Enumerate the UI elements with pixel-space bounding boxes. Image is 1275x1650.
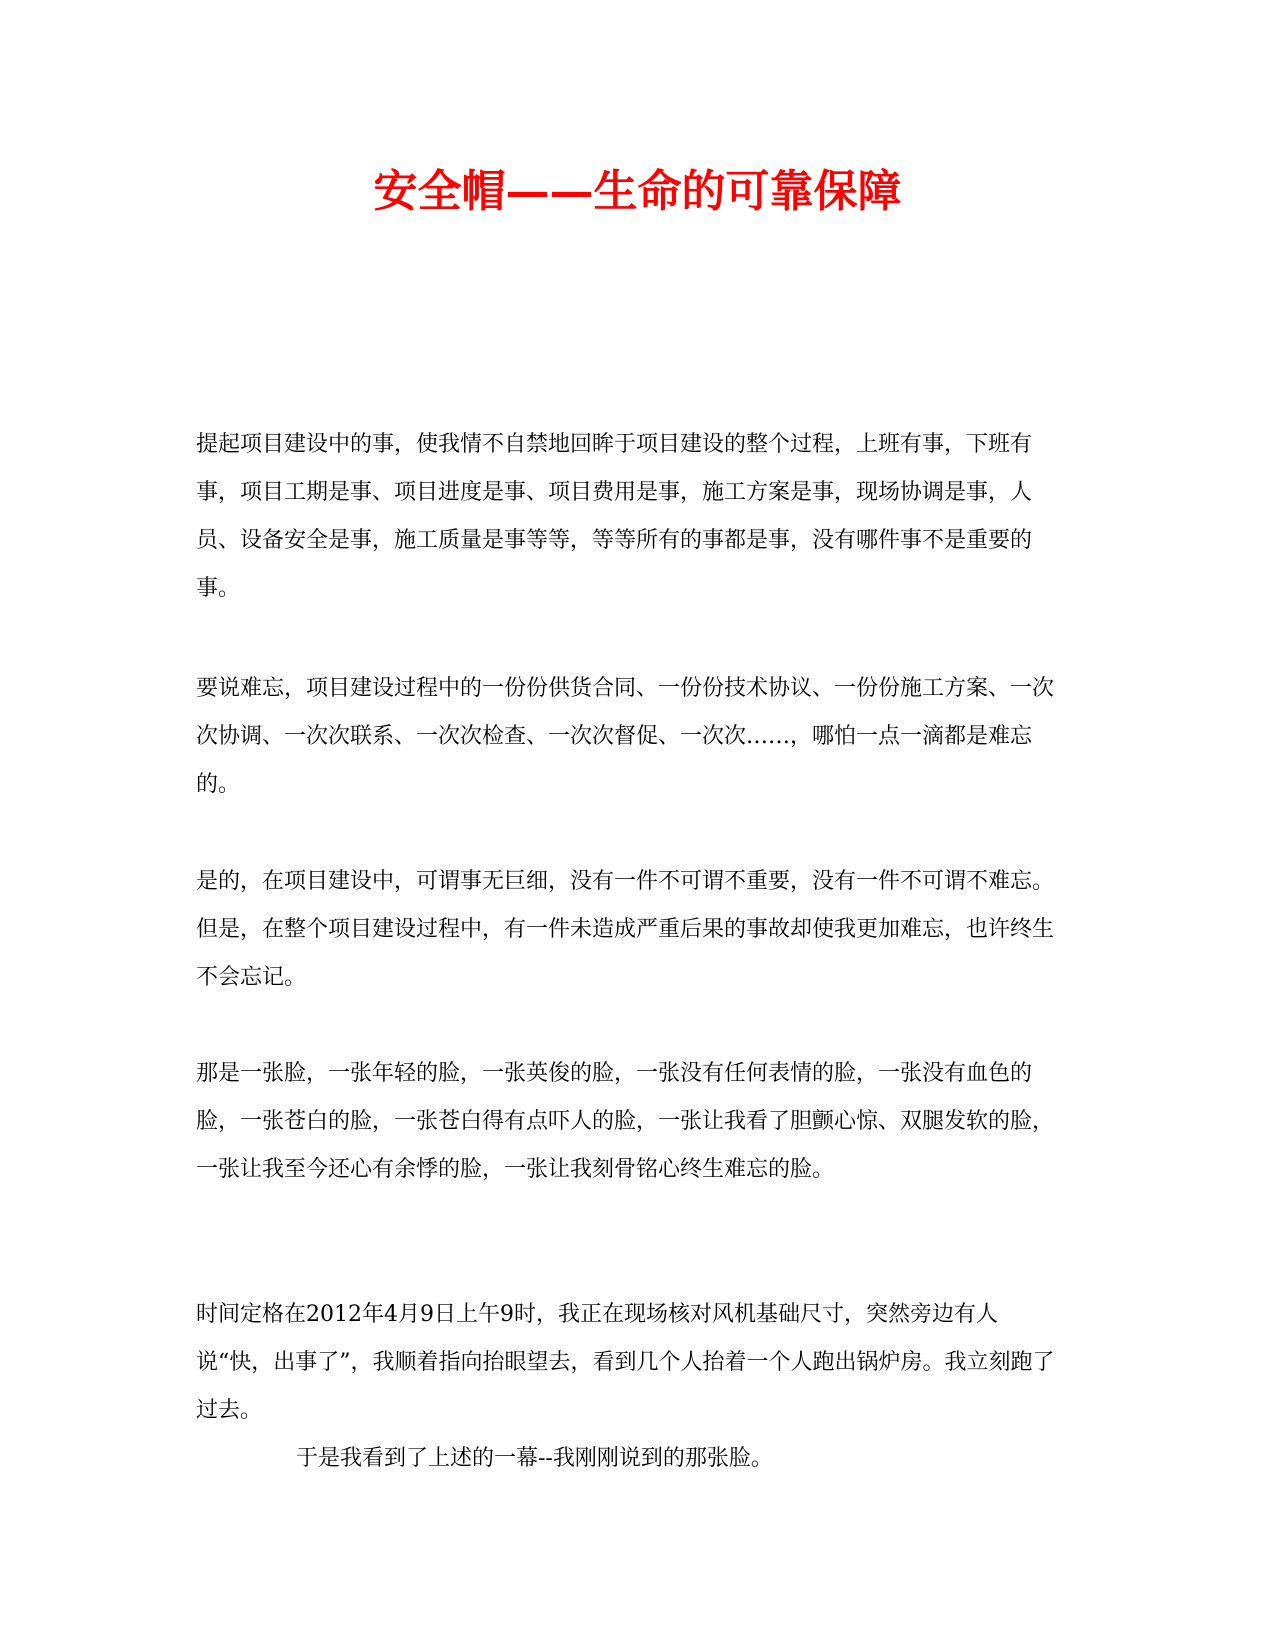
document-title: 安全帽——生命的可靠保障 <box>373 166 902 217</box>
paragraph-2: 要说难忘，项目建设过程中的一份份供货合同、一份份技术协议、一份份施工方案、一次次协调、一次次联系、一次次检查、一次次督促、一次次……，哪怕一点一滴都是难忘的。 <box>196 676 1055 797</box>
paragraph-6: 于是我看到了上述的一幕--我刚刚说到的那张脸。 <box>296 1446 773 1471</box>
paragraph-1: 提起项目建设中的事，使我情不自禁地回眸于项目建设的整个过程，上班有事，下班有事，项目工期是事、项目进度是事、项目费用是事，施工方案是事，现场协调是事，人员、设备安全是事，施工质量是事等等，等等所有的事都是事，没有哪件事不是重要的事。 <box>196 432 1033 601</box>
paragraph-5: 时间定格在2012年4月9日上午9时，我正在现场核对风机基础尺寸，突然旁边有人说“快，出事了”，我顺着指向抬眼望去，看到几个人抬着一个人跑出锅炉房。我立刻跑了过去。 <box>196 1302 1055 1423</box>
paragraph-3: 是的，在项目建设中，可谓事无巨细，没有一件不可谓不重要，没有一件不可谓不难忘。但是，在整个项目建设过程中，有一件未造成严重后果的事故却使我更加难忘，也许终生不会忘记。 <box>196 869 1055 990</box>
paragraph-4: 那是一张脸，一张年轻的脸，一张英俊的脸，一张没有任何表情的脸，一张没有血色的脸，一张苍白的脸，一张苍白得有点吓人的脸，一张让我看了胆颤心惊、双腿发软的脸，一张让我至今还心有余悸的脸，一张让我刻骨铭心终生难忘的脸。 <box>196 1061 1055 1182</box>
